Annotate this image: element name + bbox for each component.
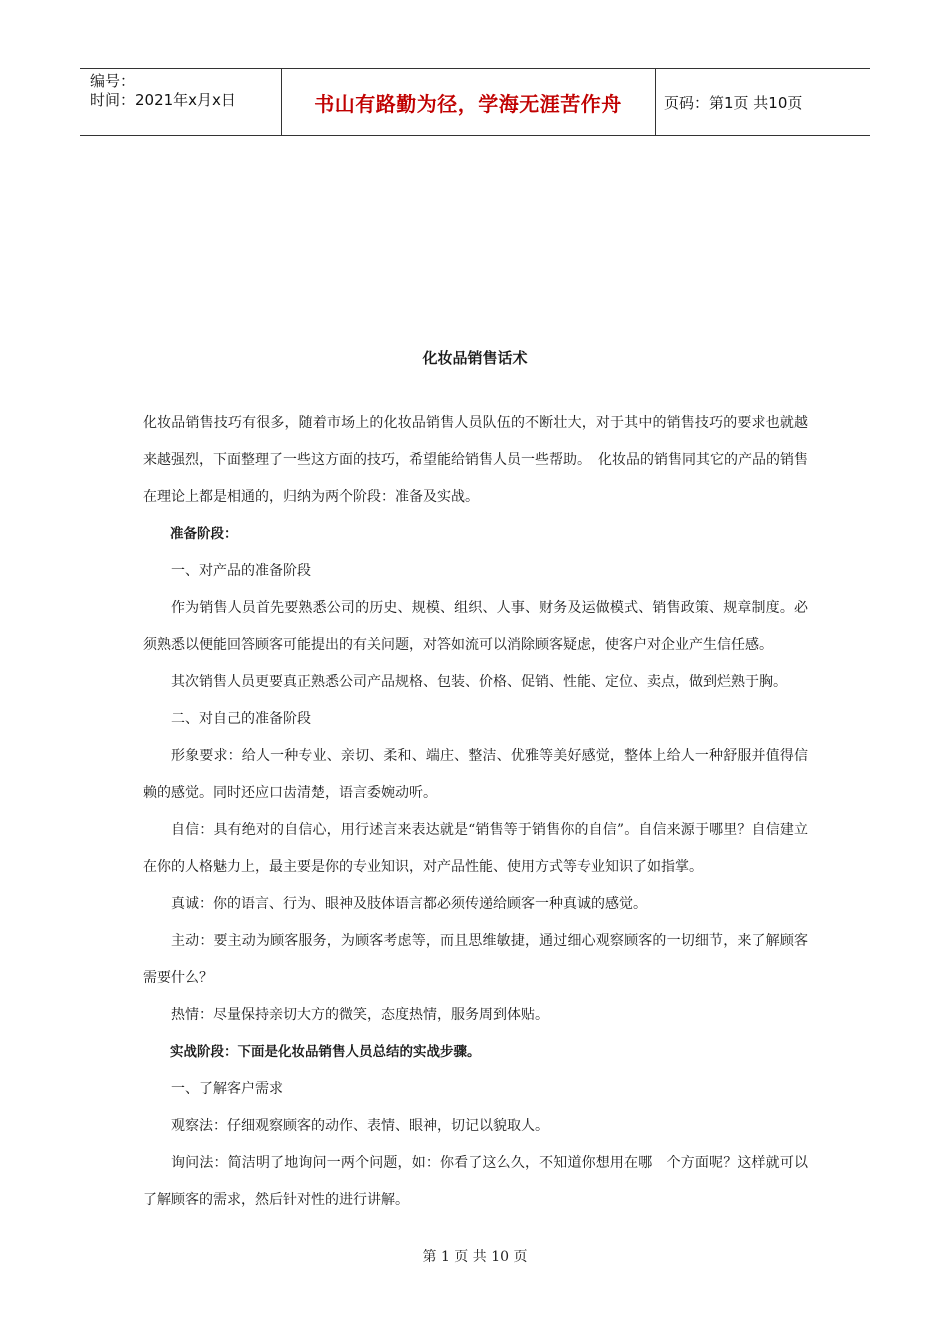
page-footer: 第 1 页 共 10 页 xyxy=(422,1249,528,1265)
paragraph-inquiry: 询问法：简洁明了地询问一两个问题，如：你看了这么久，不知道你想用在哪 个方面呢？这样就可以了解顾客的需求，然后针对性的进行讲解。 xyxy=(143,1155,808,1208)
paragraph-observation: 观察法：仔细观察顾客的动作、表情、眼神，切记以貌取人。 xyxy=(171,1118,549,1134)
document-body xyxy=(143,405,808,1219)
paragraph-company-knowledge: 作为销售人员首先要熟悉公司的历史、规模、组织、人事、财务及运做模式、销售政策、规章制度。必须熟悉以便能回答顾客可能提出的有关问题，对答如流可以消除顾客疑虑，使客户对企业产生信任感。 xyxy=(143,600,808,653)
subheading-customer-needs: 一、了解客户需求 xyxy=(171,1081,283,1097)
subheading-self-prep: 二、对自己的准备阶段 xyxy=(171,711,311,727)
header-page-code: 页码：第1页 共10页 xyxy=(664,93,803,112)
intro-paragraph: 化妆品销售技巧有很多，随着市场上的化妆品销售人员队伍的不断壮大，对于其中的销售技巧的要求也就越来越强烈，下面整理了一些这方面的技巧，希望能给销售人员一些帮助。 化妆品的销售同其它的产品的销售在理论上都是相通的，归纳为两个阶段：准备及实战。 xyxy=(143,415,808,505)
subheading-product-prep: 一、对产品的准备阶段 xyxy=(171,563,311,579)
paragraph-initiative: 主动：要主动为顾客服务，为顾客考虑等，而且思维敏捷，通过细心观察顾客的一切细节，来了解顾客需要什么？ xyxy=(143,933,808,986)
header-divider-right xyxy=(655,68,656,136)
header-number-label: 编号： xyxy=(90,72,136,90)
paragraph-enthusiasm: 热情：尽量保持亲切大方的微笑，态度热情，服务周到体贴。 xyxy=(171,1007,549,1023)
header-time-label: 时间：2021年x月x日 xyxy=(90,91,236,109)
paragraph-image: 形象要求：给人一种专业、亲切、柔和、端庄、整洁、优雅等美好感觉，整体上给人一种舒服并值得信赖的感觉。同时还应口齿清楚，语言委婉动听。 xyxy=(143,748,808,801)
header-left-cell xyxy=(90,72,236,110)
header-motto: 书山有路勤为径，学海无涯苦作舟 xyxy=(314,91,622,116)
section-heading-practice: 实战阶段：下面是化妆品销售人员总结的实战步骤。 xyxy=(170,1044,481,1060)
document-title: 化妆品销售话术 xyxy=(422,349,528,367)
paragraph-product-knowledge: 其次销售人员更要真正熟悉公司产品规格、包装、价格、促销、性能、定位、卖点，做到烂熟于胸。 xyxy=(171,674,787,690)
paragraph-confidence: 自信：具有绝对的自信心，用行述言来表达就是“销售等于销售你的自信”。自信来源于哪里？自信建立在你的人格魅力上，最主要是你的专业知识，对产品性能、使用方式等专业知识了如指掌。 xyxy=(143,822,808,875)
paragraph-sincerity: 真诚：你的语言、行为、眼神及肢体语言都必须传递给顾客一种真诚的感觉。 xyxy=(171,896,647,912)
section-heading-preparation: 准备阶段： xyxy=(170,526,238,542)
